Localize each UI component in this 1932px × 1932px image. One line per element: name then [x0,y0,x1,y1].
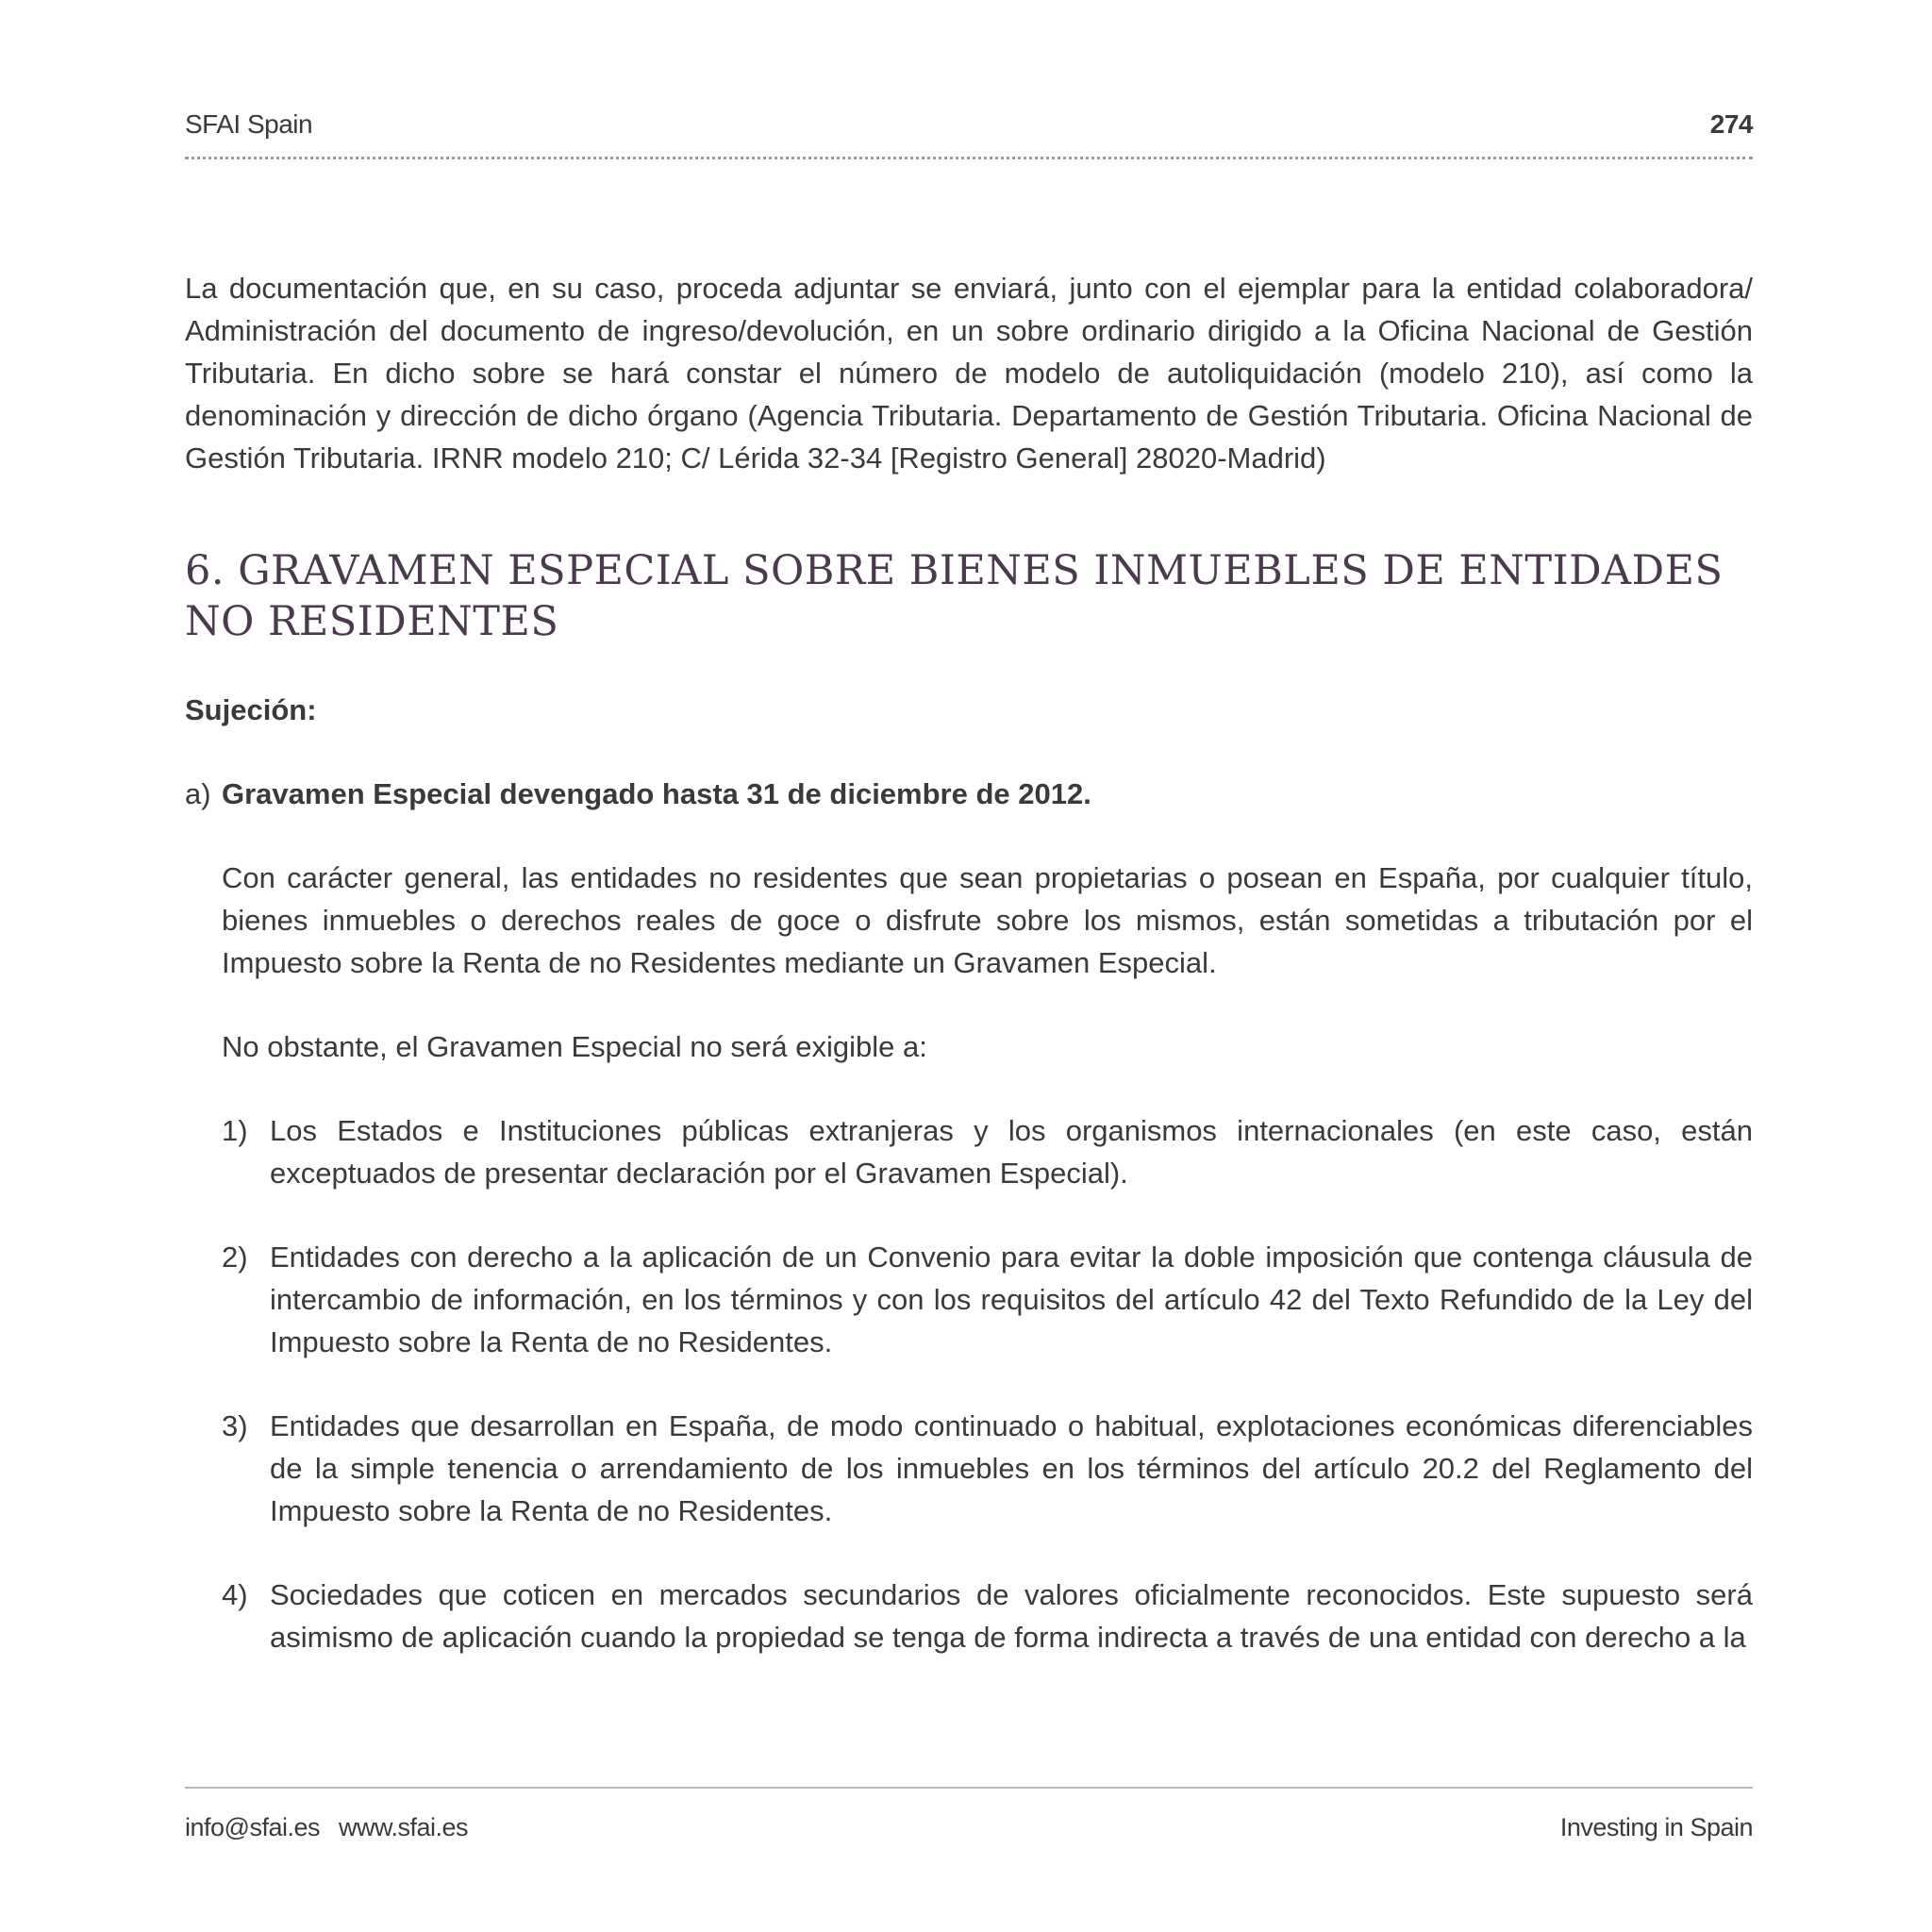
list-item [222,1574,1753,1658]
page-body [185,267,1753,1658]
item-a-content [222,857,1753,1658]
page-footer [185,1813,1753,1842]
footer-website: www.sfai.es [338,1813,469,1841]
list-item [222,1236,1753,1363]
list-item-text: Entidades que desarrollan en España, de modo continuado o habitual, explotaciones económicas diferenciables de la simple tenencia o arrendamiento de los inmuebles en los términos del artículo 20.2 del Reglamento del Impuesto sobre la Renta de no Residentes. [270,1409,1753,1527]
item-a-marker: a) [185,777,211,810]
section-title: 6. GRAVAMEN ESPECIAL SOBRE BIENES INMUEBLES DE ENTIDADES NO RESIDENTES [185,547,1724,645]
subheading: Sujeción: [185,693,317,726]
footer-contact [185,1813,468,1842]
item-a-heading [185,773,1753,815]
footer-divider [185,1787,1753,1789]
list-item-text: Los Estados e Instituciones públicas extranjeras y los organismos internacionales (en este caso, están exceptuados de presentar declaración por el Gravamen Especial). [270,1114,1753,1190]
list-item-number: 1) [222,1114,248,1147]
list-item [222,1405,1753,1532]
list-item-text: Sociedades que coticen en mercados secundarios de valores oficialmente reconocidos. Este supuesto será asimismo de aplicación cuando la propiedad se tenga de forma indirecta a través de una entidad con derecho a la [270,1578,1753,1654]
list-item [222,1109,1753,1194]
list-item-number: 3) [222,1409,248,1442]
intro-paragraph: La documentación que, en su caso, proceda adjuntar se enviará, junto con el ejemplar para la entidad colaboradora/ Administración del documento de ingreso/devolución, en un sobre ordinario dirigido a la Oficina Nacional de Gestión Tributaria. En dicho sobre se hará constar el número de modelo de autoliquidación (modelo 210), así como la denominación y dirección de dicho órgano (Agencia Tributaria. Departamento de Gestión Tributaria. Oficina Nacional de Gestión Tributaria. IRNR modelo 210; C/ Lérida 32-34 [Registro General] 28020-Madrid) [185,272,1753,475]
list-item-text: Entidades con derecho a la aplicación de un Convenio para evitar la doble imposición que contenga cláusula de intercambio de información, en los términos y con los requisitos del artículo 42 del Texto Refundido de la Ley del Impuesto sobre la Renta de no Residentes. [270,1241,1753,1358]
header-title: SFAI Spain [185,109,313,139]
list-item-number: 2) [222,1241,248,1274]
footer-email: info@sfai.es [185,1813,320,1841]
footer-tagline: Investing in Spain [1559,1813,1753,1841]
page-header [185,106,1753,143]
item-a-title: Gravamen Especial devengado hasta 31 de diciembre de 2012. [222,777,1091,810]
list-item-number: 4) [222,1578,248,1611]
header-divider [185,157,1753,159]
item-a-paragraph-2: No obstante, el Gravamen Especial no será exigible a: [222,1030,927,1063]
item-a-paragraph-1: Con carácter general, las entidades no residentes que sean propietarias o posean en España, por cualquier título, bienes inmuebles o derechos reales de goce o disfrute sobre los mismos, están sometidas a tributación por el Impuesto sobre la Renta de no Residentes mediante un Gravamen Especial. [222,861,1753,979]
page-number: 274 [1709,109,1753,139]
